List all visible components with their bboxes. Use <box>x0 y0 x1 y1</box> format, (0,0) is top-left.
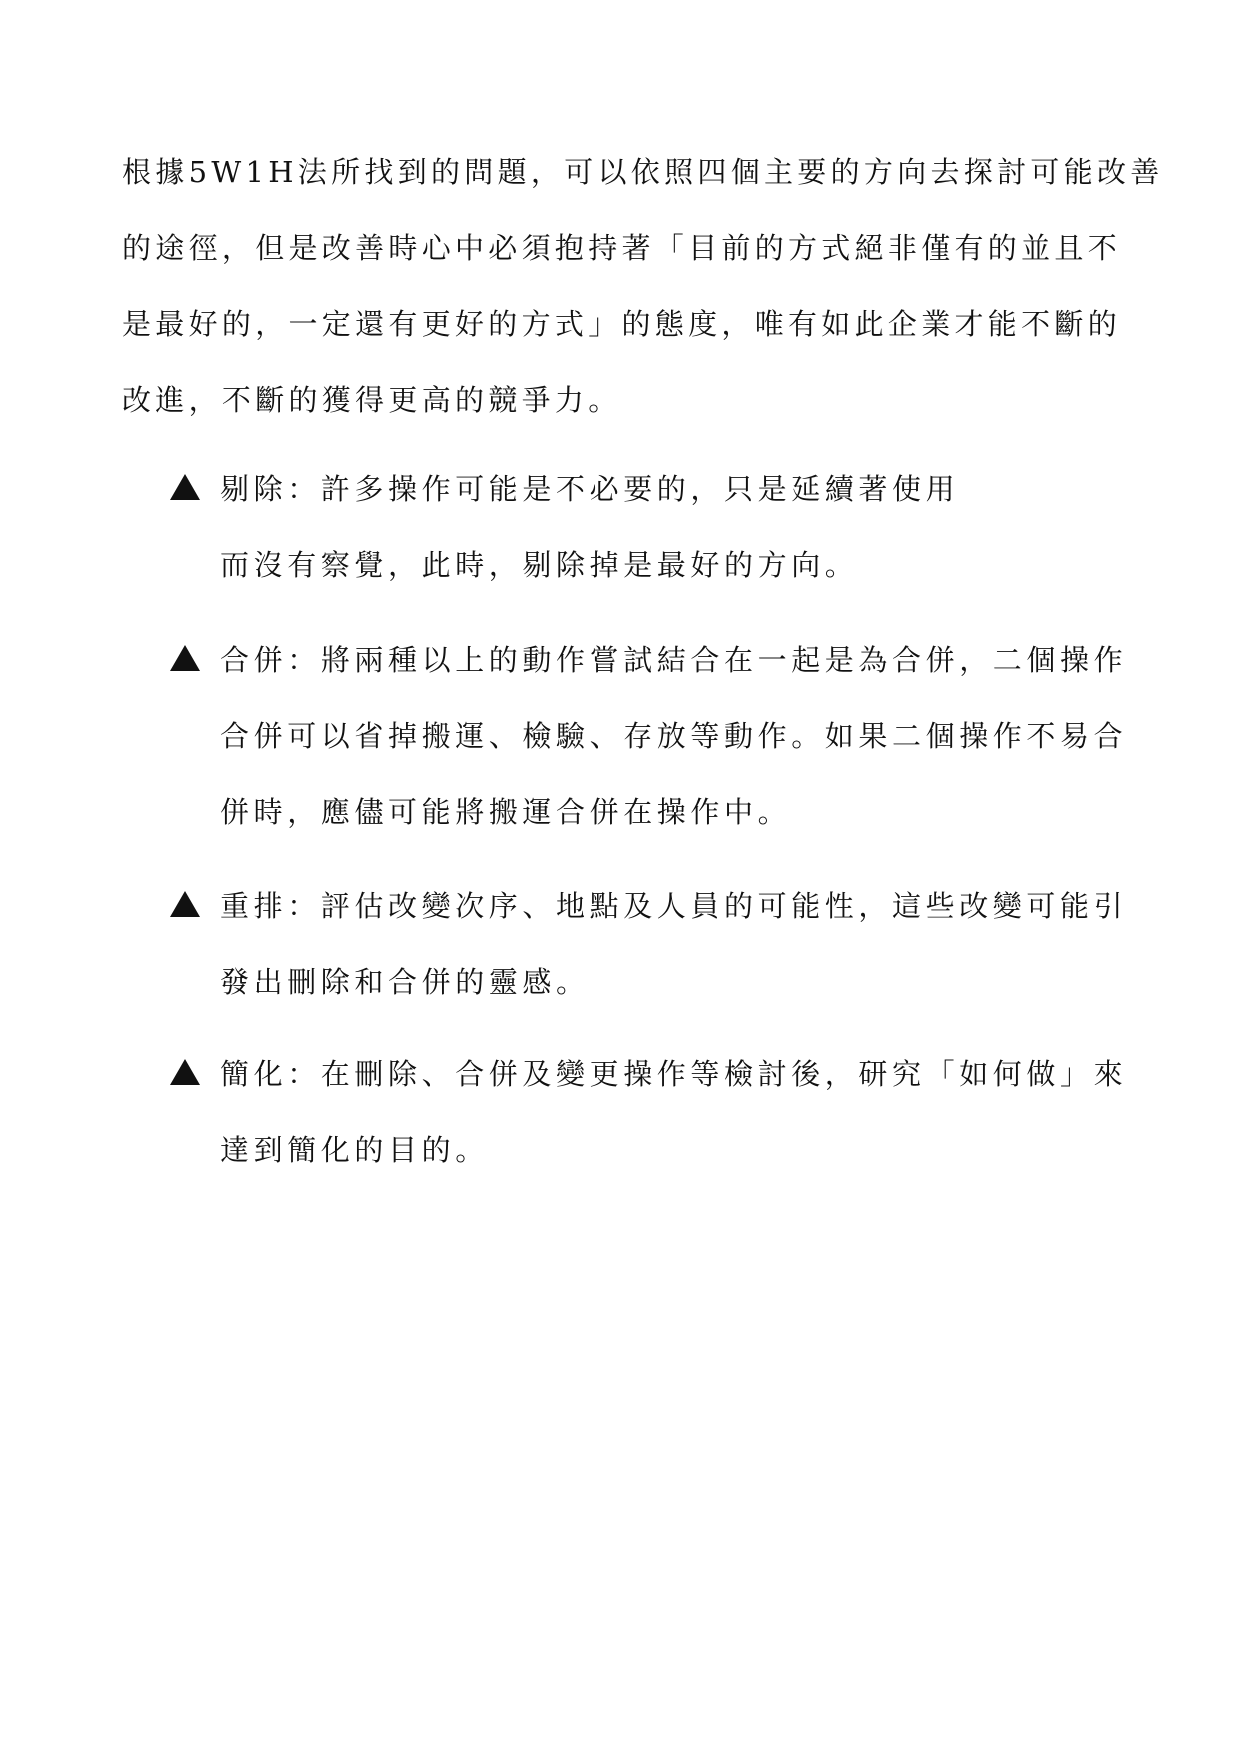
item-line: 發出刪除和合併的靈感。 <box>220 965 590 999</box>
item-line: 剔除：許多操作可能是不必要的，只是延續著使用 <box>220 472 960 506</box>
intro-line: 是最好的，一定還有更好的方式」的態度，唯有如此企業才能不斷的 <box>122 307 1122 341</box>
triangle-bullet-icon <box>170 645 200 671</box>
intro-line: 改進，不斷的獲得更高的競爭力。 <box>122 383 622 417</box>
list-item-eliminate <box>170 451 1130 603</box>
intro-line: 根據5W1H法所找到的問題，可以依照四個主要的方向去探討可能改善 <box>122 155 1164 189</box>
item-line: 合併：將兩種以上的動作嘗試結合在一起是為合併，二個操作 <box>220 643 1128 677</box>
intro-paragraph <box>122 134 1164 438</box>
triangle-bullet-icon <box>170 891 200 917</box>
item-line: 而沒有察覺，此時，剔除掉是最好的方向。 <box>220 548 859 582</box>
triangle-bullet-icon <box>170 474 200 500</box>
list-item-simplify <box>170 1036 1130 1188</box>
item-line: 合併可以省掉搬運、檢驗、存放等動作。如果二個操作不易合 <box>220 719 1128 753</box>
triangle-bullet-icon <box>170 1059 200 1085</box>
list-item-combine <box>170 622 1130 850</box>
item-line: 達到簡化的目的。 <box>220 1133 489 1167</box>
item-line: 簡化：在刪除、合併及變更操作等檢討後，研究「如何做」來 <box>220 1057 1128 1091</box>
item-line: 併時，應儘可能將搬運合併在操作中。 <box>220 795 792 829</box>
list-item-rearrange <box>170 868 1130 1020</box>
item-line: 重排：評估改變次序、地點及人員的可能性，這些改變可能引 <box>220 889 1128 923</box>
intro-line: 的途徑，但是改善時心中必須抱持著「目前的方式絕非僅有的並且不 <box>122 231 1122 265</box>
